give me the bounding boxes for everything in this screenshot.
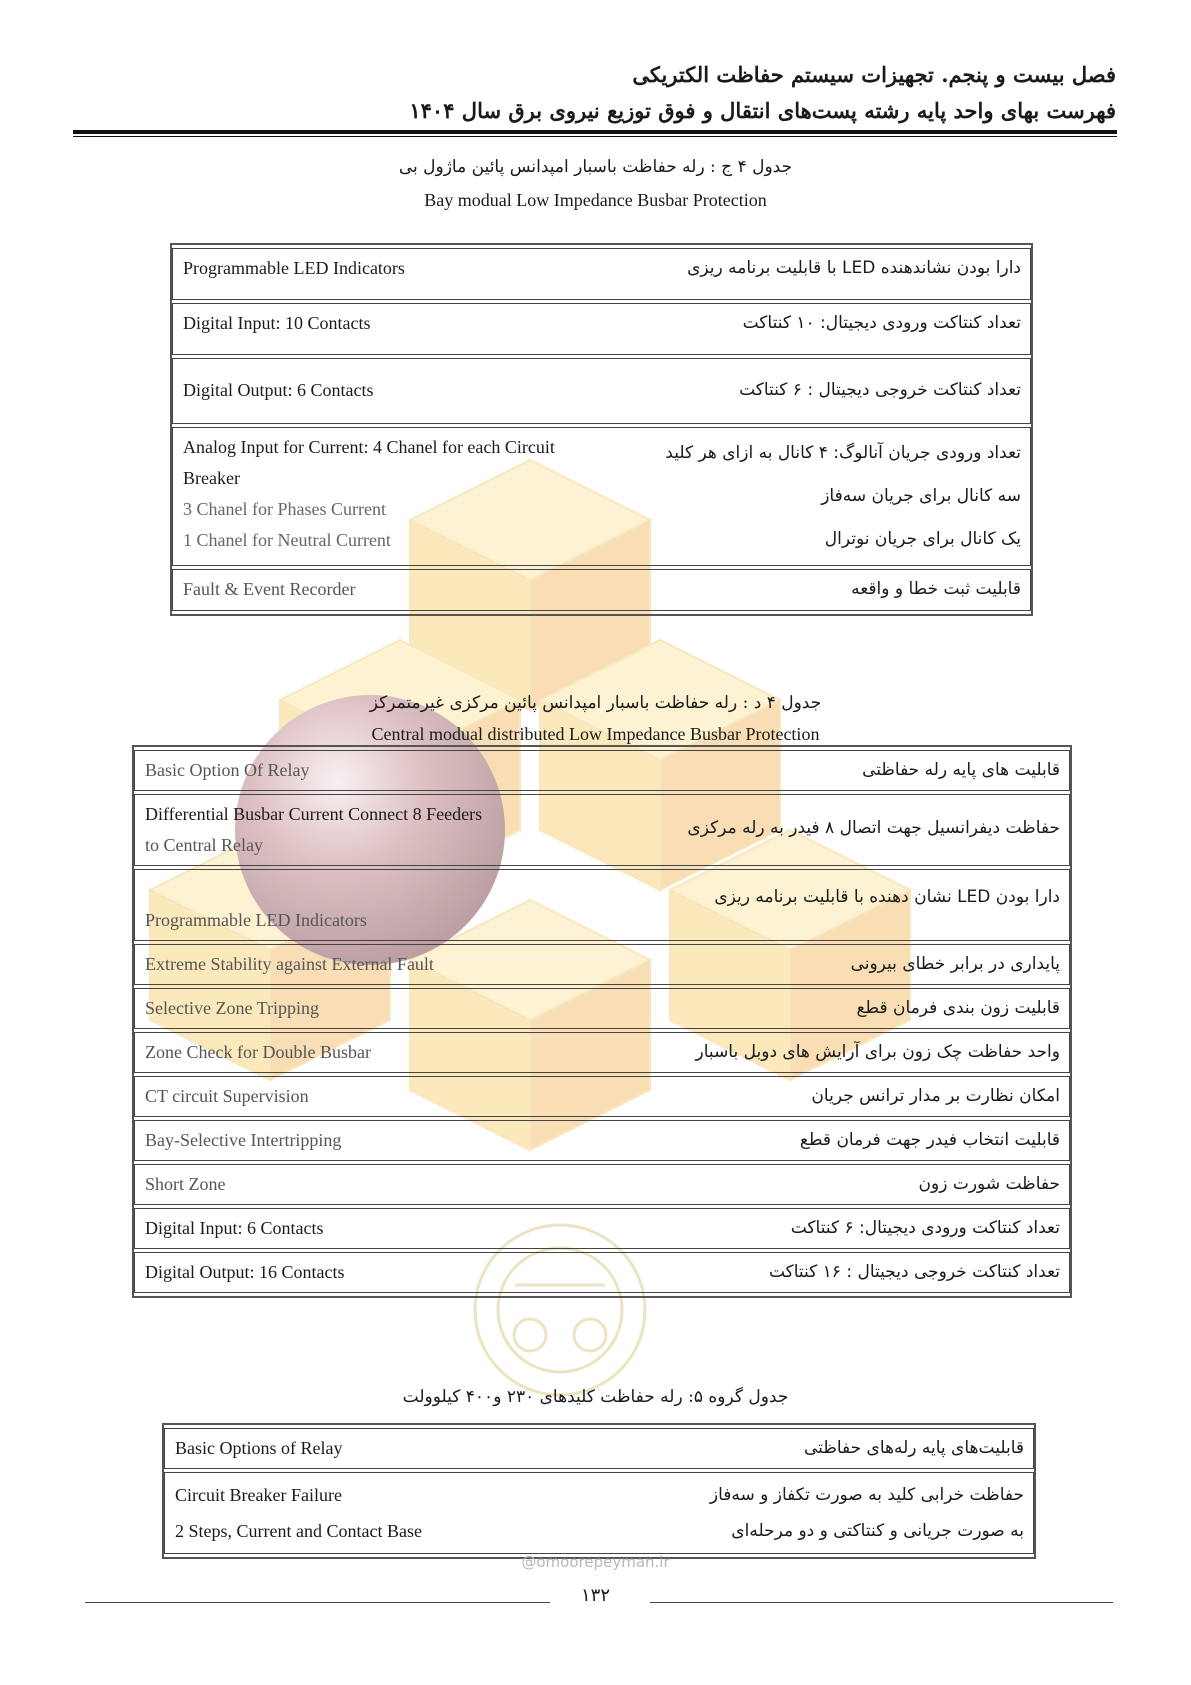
cell-en: Basic Option Of Relay [134,750,595,791]
cell-fa: قابلیت زون بندی فرمان قطع [595,988,1070,1029]
table-row [172,427,1031,566]
table-row [164,1472,1034,1554]
cell-fa: تعداد کنتاکت خروجی دیجیتال : ۱۶ کنتاکت [595,1252,1070,1293]
table-row [172,303,1031,355]
cell-en: Digital Output: 6 Contacts [172,358,623,424]
cell-fa: قابلیت‌های پایه رله‌های حفاظتی [585,1428,1034,1469]
chapter-title: فصل بیست و پنجم. تجهیزات سیستم حفاظت الکتریکی [632,62,1116,87]
table-4d-caption-en: Central modual distributed Low Impedance Busbar Protection [371,724,820,744]
table-4c [170,243,1033,616]
table-row [134,1208,1070,1249]
cell-fa: امکان نظارت بر مدار ترانس جریان [595,1076,1070,1117]
table-5-caption-fa: جدول گروه ۵: رله حفاظت کلیدهای ۲۳۰ و۴۰۰ کیلوولت [402,1387,789,1407]
cell-fa: تعداد کنتاکت خروجی دیجیتال : ۶ کنتاکت [623,358,1031,424]
header-rule-thin [73,136,1117,137]
table-row [134,1252,1070,1293]
table-4c-caption-en: Bay modual Low Impedance Busbar Protection [424,190,767,210]
table-row [172,358,1031,424]
cell-en: Fault & Event Recorder [172,569,623,611]
table-4d-caption-fa: جدول ۴ د : رله حفاظت باسبار امپدانس پائین مرکزی غیرمتمرکز [369,693,822,713]
cell-en: Programmable LED Indicators [172,248,623,300]
cell-fa: قابلیت ثبت خطا و واقعه [623,569,1031,611]
table-4c-caption-fa: جدول ۴ ج : رله حفاظت باسبار امپدانس پائین ماژول بی [398,157,793,177]
watermark-site: @omoorepeyman.ir [521,1553,670,1571]
cell-en: Zone Check for Double Busbar [134,1032,595,1073]
header-rule-thick [73,130,1117,134]
table-row [164,1428,1034,1469]
table-row [172,248,1031,300]
table-row [134,1120,1070,1161]
cell-en: Digital Output: 16 Contacts [134,1252,595,1293]
cell-fa: قابلیت انتخاب فیدر جهت فرمان قطع [595,1120,1070,1161]
cell-fa: حفاظت دیفرانسیل جهت اتصال ۸ فیدر به رله مرکزی [595,794,1070,866]
cell-fa: حفاظت خرابی کلید به صورت تکفاز و سه‌فاز به صورت جریانی و کنتاکتی و دو مرحله‌ای [585,1472,1034,1554]
cell-fa: قابلیت های پایه رله حفاظتی [595,750,1070,791]
cell-en: Digital Input: 6 Contacts [134,1208,595,1249]
table-5 [162,1423,1036,1559]
cell-fa: پایداری در برابر خطای بیرونی [595,944,1070,985]
cell-en: CT circuit Supervision [134,1076,595,1117]
cell-en: Programmable LED Indicators [134,869,595,941]
table-4d [132,745,1072,1298]
cell-en: Analog Input for Current: 4 Chanel for each Circuit Breaker 3 Chanel for Phases Current 1 Chanel for Neutral Current [172,427,623,566]
cell-en: Basic Options of Relay [164,1428,585,1469]
cell-fa: حفاظت شورت زون [595,1164,1070,1205]
cell-fa: تعداد کنتاکت ورودی دیجیتال: ۱۰ کنتاکت [623,303,1031,355]
cell-en: Digital Input: 10 Contacts [172,303,623,355]
table-row [134,1032,1070,1073]
cell-en: Selective Zone Tripping [134,988,595,1029]
cell-fa: واحد حفاظت چک زون برای آرایش های دوبل باسبار [595,1032,1070,1073]
cell-fa: دارا بودن LED نشان دهنده با قابلیت برنامه ریزی [595,869,1070,941]
cell-en: Bay-Selective Intertripping [134,1120,595,1161]
table-row [134,988,1070,1029]
cell-fa: تعداد کنتاکت ورودی دیجیتال: ۶ کنتاکت [595,1208,1070,1249]
table-row [134,944,1070,985]
table-row [134,1164,1070,1205]
cell-en: Short Zone [134,1164,595,1205]
table-row [134,1076,1070,1117]
cell-en: Extreme Stability against External Fault [134,944,595,985]
document-title: فهرست بهای واحد پایه رشته پست‌های انتقال و فوق توزیع نیروی برق سال ۱۴۰۴ [409,98,1116,123]
cell-fa: دارا بودن نشاندهنده LED با قابلیت برنامه ریزی [623,248,1031,300]
cell-en: Circuit Breaker Failure 2 Steps, Current and Contact Base [164,1472,585,1554]
table-row [134,750,1070,791]
page-number: ۱۳۲ [580,1585,610,1606]
table-row [134,794,1070,866]
table-row [172,569,1031,611]
table-row [134,869,1070,941]
cell-fa: تعداد ورودی جریان آنالوگ: ۴ کانال به ازای هر کلید سه کانال برای جریان سه‌فاز یک کانال برای جریان نوترال [623,427,1031,566]
cell-en: Differential Busbar Current Connect 8 Feeders to Central Relay [134,794,595,866]
